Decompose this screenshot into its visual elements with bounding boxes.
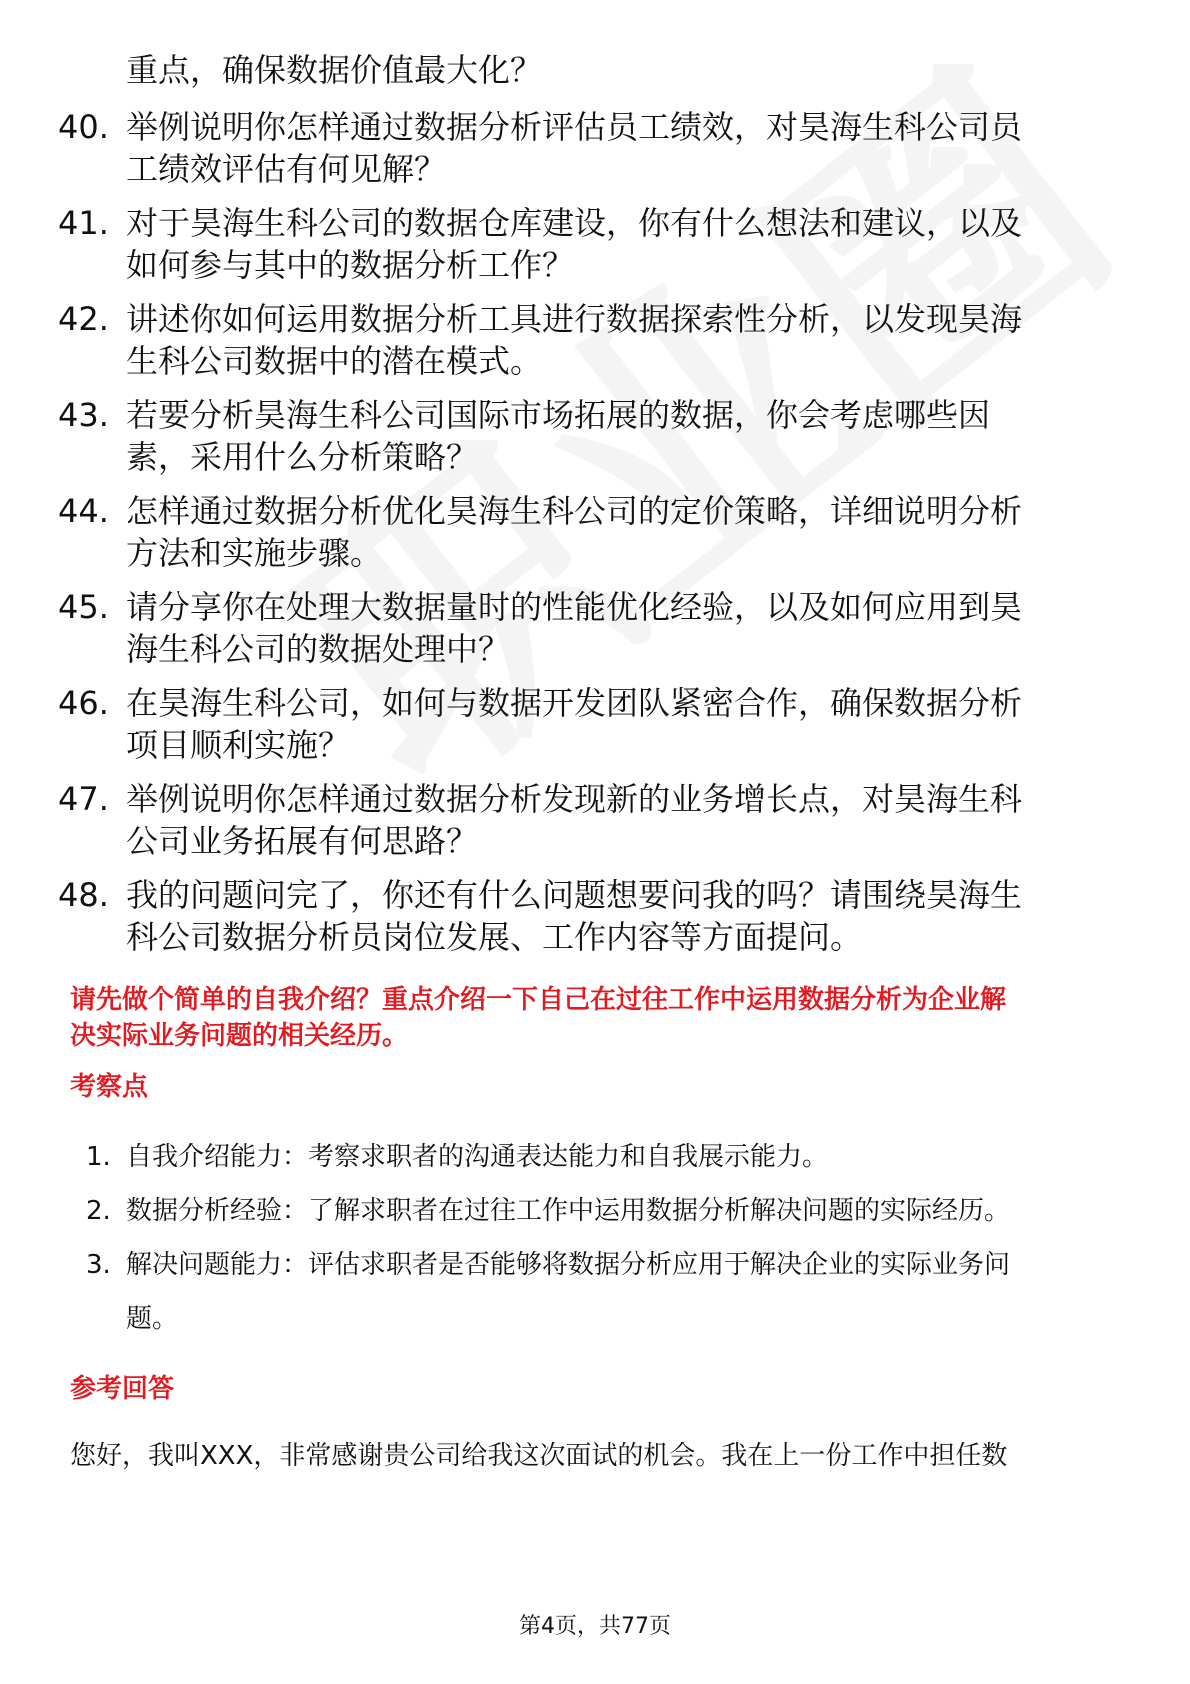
question-line: 重点，确保数据价值最大化？	[126, 51, 543, 89]
question-line: 如何参与其中的数据分析工作？	[126, 246, 575, 284]
question-number: 41.	[58, 204, 109, 242]
question-item-39-continued	[58, 49, 1138, 91]
question-line: 海生科公司的数据处理中？	[126, 630, 511, 668]
kaocha-line: 解决问题能力：评估求职者是否能够将数据分析应用于解决企业的实际业务问	[126, 1250, 1011, 1280]
question-line: 请分享你在处理大数据量时的性能优化经验，以及如何应用到昊	[126, 588, 1023, 626]
featured-question	[70, 982, 1130, 1054]
question-line: 工绩效评估有何见解？	[126, 150, 447, 188]
kaocha-line: 数据分析经验：了解求职者在过往工作中运用数据分析解决问题的实际经历。	[126, 1196, 1011, 1226]
question-line: 怎样通过数据分析优化昊海生科公司的定价策略，详细说明分析	[126, 492, 1023, 530]
question-item-42	[58, 298, 1138, 382]
question-line: 素，采用什么分析策略？	[126, 438, 479, 476]
question-item-47	[58, 778, 1138, 862]
kaocha-item-3	[86, 1238, 1136, 1346]
question-number: 40.	[58, 108, 109, 146]
reference-answer-text: 您好，我叫XXX，非常感谢贵公司给我这次面试的机会。我在上一份工作中担任数	[70, 1441, 1008, 1471]
question-number: 47.	[58, 780, 109, 818]
question-line: 生科公司数据中的潜在模式。	[126, 342, 543, 380]
question-line: 科公司数据分析员岗位发展、工作内容等方面提问。	[126, 918, 863, 956]
question-line: 在昊海生科公司，如何与数据开发团队紧密合作，确保数据分析	[126, 684, 1023, 722]
question-number: 42.	[58, 300, 109, 338]
question-line: 对于昊海生科公司的数据仓库建设，你有什么想法和建议，以及	[126, 204, 1023, 242]
question-item-46	[58, 682, 1138, 766]
kaocha-number: 1.	[86, 1142, 111, 1172]
question-line: 我的问题问完了，你还有什么问题想要问我的吗？请围绕昊海生	[126, 876, 1023, 914]
question-number: 48.	[58, 876, 109, 914]
question-line: 举例说明你怎样通过数据分析评估员工绩效，对昊海生科公司员	[126, 108, 1023, 146]
kaocha-number: 3.	[86, 1250, 111, 1280]
question-line: 方法和实施步骤。	[126, 534, 383, 572]
question-item-43	[58, 394, 1138, 478]
question-item-44	[58, 490, 1138, 574]
kaocha-item-2	[86, 1184, 1136, 1238]
question-line: 举例说明你怎样通过数据分析发现新的业务增长点，对昊海生科	[126, 780, 1023, 818]
question-item-41	[58, 202, 1138, 286]
featured-question-line: 请先做个简单的自我介绍？重点介绍一下自己在过往工作中运用数据分析为企业解	[70, 985, 1007, 1015]
question-line: 若要分析昊海生科公司国际市场拓展的数据，你会考虑哪些因	[126, 396, 991, 434]
kaocha-item-1	[86, 1130, 1136, 1184]
section-heading-cankao: 参考回答	[70, 1374, 175, 1404]
question-item-45	[58, 586, 1138, 670]
question-item-40	[58, 106, 1138, 190]
section-heading-kaocha: 考察点	[70, 1072, 149, 1102]
question-number: 44.	[58, 492, 109, 530]
question-line: 公司业务拓展有何思路？	[126, 822, 479, 860]
question-number: 46.	[58, 684, 109, 722]
page-number: 第4页，共77页	[519, 1614, 671, 1639]
kaocha-number: 2.	[86, 1196, 111, 1226]
kaocha-line: 自我介绍能力：考察求职者的沟通表达能力和自我展示能力。	[126, 1142, 829, 1172]
question-line: 项目顺利实施？	[126, 726, 351, 764]
question-number: 43.	[58, 396, 109, 434]
question-number: 45.	[58, 588, 109, 626]
kaocha-line: 题。	[126, 1304, 179, 1334]
featured-question-line: 决实际业务问题的相关经历。	[70, 1021, 409, 1051]
question-line: 讲述你如何运用数据分析工具进行数据探索性分析，以发现昊海	[126, 300, 1023, 338]
question-item-48	[58, 874, 1138, 958]
